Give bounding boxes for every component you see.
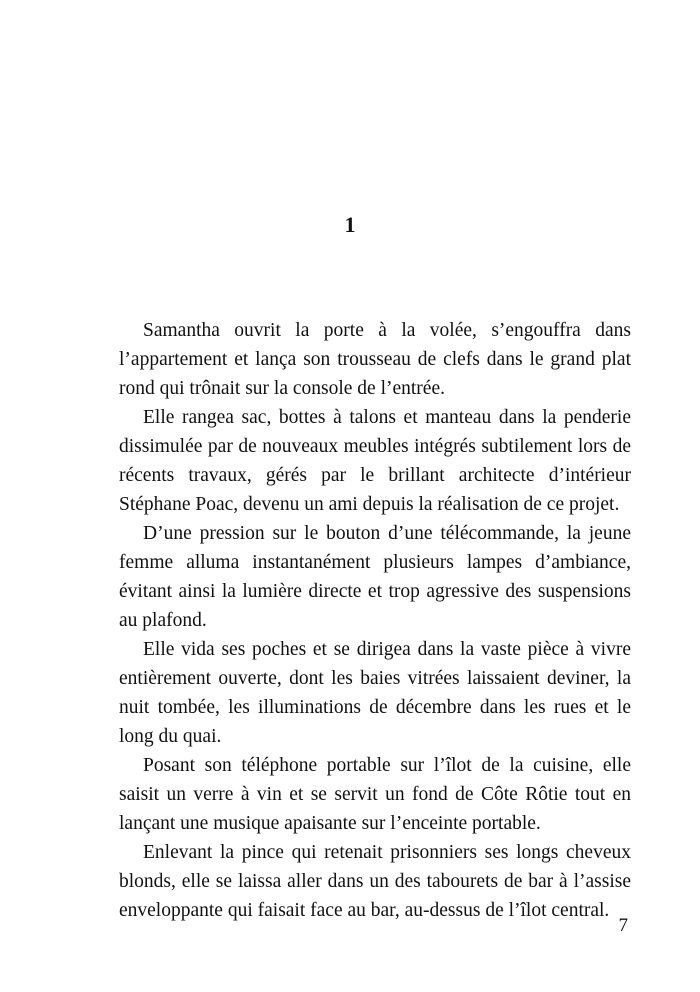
paragraph: Elle vida ses poches et se dirigea dans la vaste pièce à vivre entièrement ouverte, dont les baies vitrées laissaient deviner, la nuit tombée, les illuminations de décembre dans les rues et le long du quai. xyxy=(119,639,631,747)
chapter-body xyxy=(119,316,631,925)
paragraph: Enlevant la pince qui retenait prisonniers ses longs cheveux blonds, elle se laissa aller dans un des tabourets de bar à l’assise enveloppante qui faisait face au bar, au-dessus de l’îlot central. xyxy=(119,842,631,921)
paragraph: Posant son téléphone portable sur l’îlot de la cuisine, elle saisit un verre à vin et se servit un fond de Côte Rôtie tout en lançant une musique apaisante sur l’enceinte portable. xyxy=(119,755,631,834)
page-number: 7 xyxy=(618,915,628,936)
chapter-number: 1 xyxy=(344,212,356,237)
paragraph: Elle rangea sac, bottes à talons et manteau dans la penderie dissimulée par de nouveaux meubles intégrés subtilement lors de récents travaux, gérés par le brillant architecte d’intérieur Stéphane Poac, devenu un ami depuis la réalisation de ce projet. xyxy=(119,407,631,515)
paragraph: D’une pression sur le bouton d’une télécommande, la jeune femme alluma instantanément plusieurs lampes d’ambiance, évitant ainsi la lumière directe et trop agressive des suspensions au plafond. xyxy=(119,523,631,631)
paragraph: Samantha ouvrit la porte à la volée, s’engouffra dans l’appartement et lança son trousseau de clefs dans le grand plat rond qui trônait sur la console de l’entrée. xyxy=(119,320,631,399)
